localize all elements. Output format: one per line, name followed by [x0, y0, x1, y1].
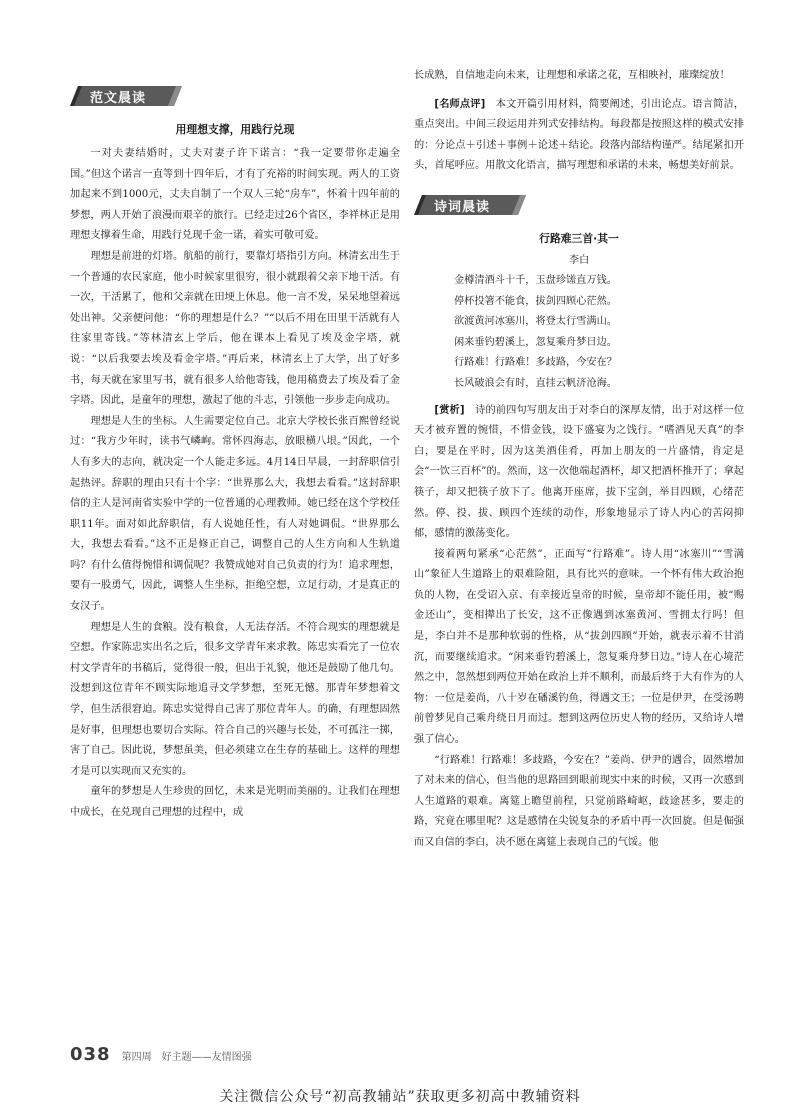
analysis-first-text: 诗的前四句写朋友出于对李白的深厚友情，出于对这样一位天才被弃置的惋惜，不惜金钱，设下盛宴为之饯行。“嗜酒见天真”的李白，要是在平时，因为这美酒佳肴，再加上朋友的一片盛情，肯定是会“一饮三百杯”的。然而，这一次他端起酒杯，却又把酒杯推开了；拿起筷子，却又把筷子放下了。他离开座席，拔下宝剑，举目四顾，心绪茫然。停、投、拔、顾四个连续的动作，形象地显示了诗人内心的苦闷抑郁，感情的激荡变化。: [414, 404, 745, 540]
article-paragraph-5: 童年的梦想是人生珍贵的回忆，未来是光明而美丽的。让我们在理想中成长，在兑现自己理想的过程中，成: [70, 786, 400, 818]
page-footer: [70, 1044, 734, 1068]
article-continuation: 长成熟，自信地走向未来，让理想和承诺之花，互相映衬，璀璨绽放！: [414, 70, 730, 81]
poem-line: 停杯投箸不能食，拔剑四顾心茫然。: [454, 295, 617, 307]
section-banner-poetry: [414, 193, 534, 217]
poem-line: 闲来垂钓碧溪上，忽复乘舟梦日边。: [454, 336, 617, 348]
teacher-comment-text: 本文开篇引用材料，简要阐述，引出论点。语言简洁，重点突出。中间三段运用并列式安排结构。每段都是按照这样的模式安排的：分论点＋引述＋事例＋论述＋结论。段落内部结构谨严。结尾紧扣开头，首尾呼应。用散文化语言，描写理想和承诺的未来，畅想美好前景。: [414, 98, 745, 172]
article-paragraph-3: 理想是人生的坐标。人生需要定位自己。北京大学校长张百熙曾经说过：“我方少年时，读书气嶙峋。常怀四海志，放眼横八垠。”因此，一个人有多大的志向，就决定一个人能走多远。4月14日早晨，一封辞职信引起热评。辞职的理由只有十个字：“世界那么大，我想去看看。”这封辞职信的主人是河南省实验中学的一位普通的心理教师。她已经在这个学校任职11年。面对如此辞职信，有人说她任性，有人对她调侃。“世界那么大，我想去看看。”这不正是修正自己，调整自己的人生方向和人生轨道吗？有什么值得惋惜和调侃呢？我赞成她对自己负责的行为！追求理想，要有一股勇气，因此，调整人生坐标，拒绝空想，立足行动，才是真正的女汉子。: [70, 415, 400, 613]
banner-label: 范文晨读: [90, 91, 147, 106]
poem-body: [414, 271, 744, 395]
teacher-comment-label: [名师点评]: [434, 98, 486, 110]
right-column: [414, 66, 744, 854]
poem-line: 金樽清酒斗十千，玉盘珍馐直万钱。: [454, 274, 617, 286]
promo-note: 关注微信公众号“初高教辅站”获取更多初高中教辅资料: [219, 1089, 581, 1105]
analysis-paragraph-3: “行路难！行路难！多歧路，今安在？”姜尚、伊尹的遇合，固然增加了对未来的信心，但当他的思路回到眼前现实中来的时候，又再一次感到人生道路的艰难。离筵上瞻望前程，只觉前路崎岖，歧途甚多，要走的路，究竟在哪里呢？这是感情在尖锐复杂的矛盾中再一次回旋。但是倔强而又自信的李白，决不愿在离筵上表现自己的气馁。他: [414, 754, 744, 848]
poem-author: 李白: [568, 254, 590, 266]
article-title: 用理想支撑，用践行兑现: [175, 123, 295, 136]
poem-line: 长风破浪会有时，直挂云帆济沧海。: [454, 377, 617, 389]
analysis-paragraph-1: [414, 401, 744, 545]
analysis-label: [赏析]: [434, 404, 465, 416]
article-paragraph-4: 理想是人生的食粮。没有粮食，人无法存活。不符合现实的理想就是空想。作家陈忠实出名之后，很多文学青年来求教。陈忠实看完了一位农村文学青年的书稿后，觉得很一般，但出于礼貌，他还是鼓励了他几句。没想到这位青年不顾实际地追寻文学梦想，至死无憾。那青年梦想着文学，但生活很窘迫。陈忠实觉得自己害了那位青年人。的确，有理想固然是好事，但理想也要切合实际。符合自己的兴趣与长处，不可孤注一掷，害了自己。因此说，梦想虽美，但必须建立在生存的基础上。这样的理想才是可以实现而又充实的。: [70, 621, 400, 777]
teacher-comment-paragraph: [414, 95, 744, 177]
banner-label: 诗词晨读: [434, 199, 491, 215]
poem-analysis: [414, 401, 744, 854]
section-banner-reading: [70, 84, 190, 108]
poem-line: 欲渡黄河冰塞川，将登太行雪满山。: [454, 316, 617, 328]
article-paragraph-2: 理想是前进的灯塔。航船的前行，要靠灯塔指引方向。林清玄出生于一个普通的农民家庭，他小时候家里很穷，很小就跟着父亲下地干活。有一次，干活累了，他和父亲就在田埂上休息。他一言不发，呆呆地望着远处出神。父亲便问他：“你的理想是什么？”“以后不用在田里干活就有人往家里寄钱。”等林清玄上学后，他在课本上看见了埃及金字塔，就说：“以后我要去埃及看金字塔。”再后来，林清玄上了大学，出了好多书，每天就在家里写书，就有很多人给他寄钱，他用稿费去了埃及看了金字塔。因此，是童年的理想，激起了他的斗志，引领他一步步走向成功。: [70, 250, 400, 407]
poem-title: 行路难三首·其一: [539, 231, 619, 245]
analysis-paragraph-2: 接着两句紧承“心茫然”，正面写“行路难”。诗人用“冰塞川”“雪满山”象征人生道路上的艰难险阻，具有比兴的意味。一个怀有伟大政治抱负的人物，在受诏入京、有幸接近皇帝的时候，皇帝却不能任用，被“赐金还山”，变相撵出了长安，这不正像遇到冰塞黄河、雪拥太行吗！但是，李白并不是那种软弱的性格，从“拔剑四顾”开始，就表示着不甘消沉，而要继续追求。“闲来垂钓碧溪上，忽复乘舟梦日边。”诗人在心境茫然之中，忽然想到两位开始在政治上并不顺利，而最后终于大有作为的人物：一位是姜尚，八十岁在磻溪钓鱼，得遇文王；一位是伊尹，在受汤聘前曾梦见自己乘舟绕日月而过。想到这两位历史人物的经历，又给诗人增强了信心。: [414, 548, 744, 746]
page-number: 038: [70, 1044, 111, 1065]
article-paragraph-1: 一对夫妻结婚时，丈夫对妻子许下诺言：“我一定要带你走遍全国。”但这个诺言一直等到十四年后，才有了充裕的时间实现。两人的工资加起来不到1000元，丈夫自制了一个双人三轮“房车”，怀着十四年前的梦想，两人开始了浪漫而艰辛的旅行。已经走过26个省区，李祥林正是用理想支撑着生命，用践行兑现千金一诺，着实可敬可爱。: [70, 148, 400, 242]
teacher-comment: [414, 95, 744, 177]
left-column: [70, 84, 400, 824]
running-title: 第四周 好主题——友情图强: [121, 1052, 252, 1063]
poem-line: 行路难！行路难！多歧路，今安在？: [454, 357, 617, 369]
